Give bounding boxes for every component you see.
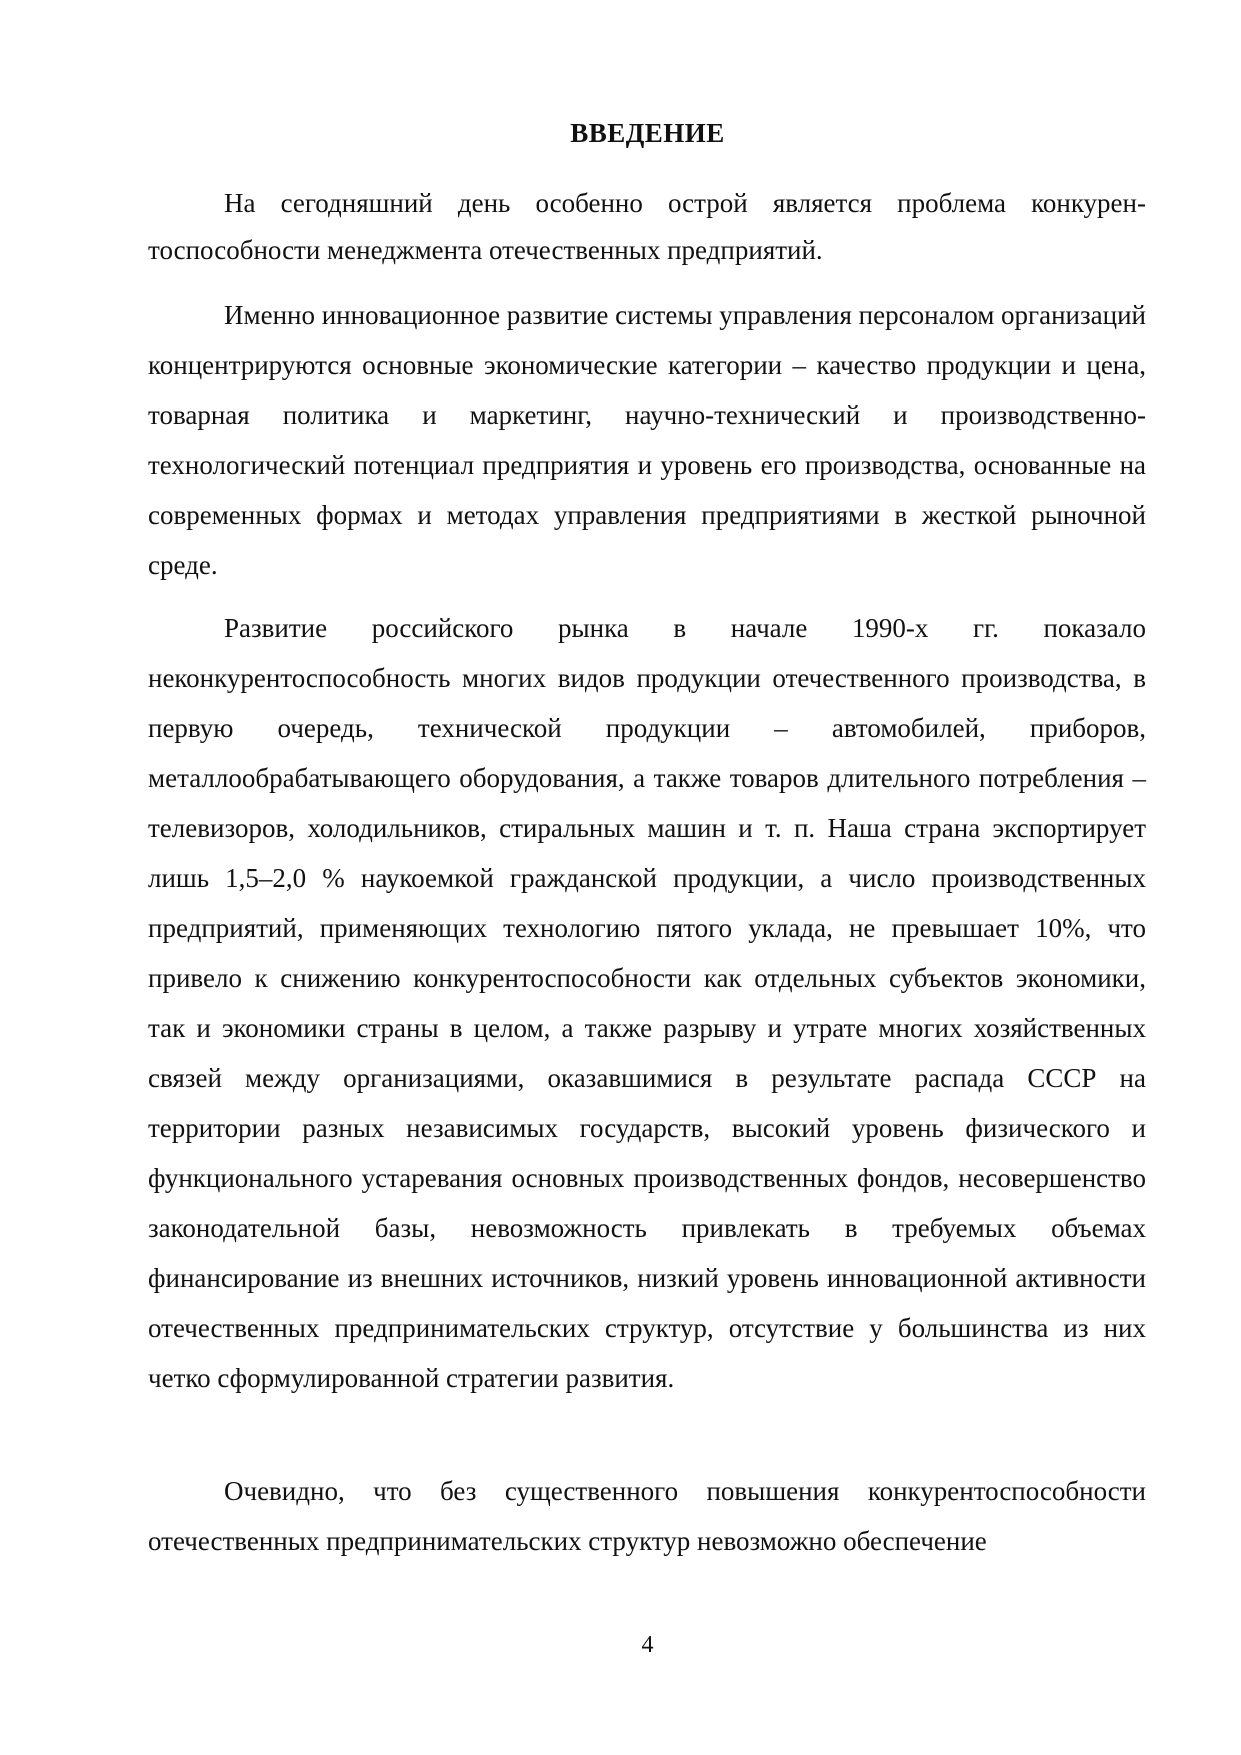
page-title: ВВЕДЕНИЕ xyxy=(570,118,725,148)
page-number: 4 xyxy=(641,1632,654,1658)
paragraph-2: Именно инновационное развитие системы управления персоналом организаций концентрируются основные экономические категории – качество продукции и цена, товарная политика и маркетинг, научно-технический и производственно-технологический потенциал предприятия и уровень его производства, основанные на современных формах и методах управления предприятиями в жесткой рыночной среде. xyxy=(148,300,1146,580)
paragraph-1: На сегодняшний день особенно острой является проблема конкурентоспособности менеджмента отечественных предприятий. xyxy=(148,188,1146,265)
paragraph-3: Развитие российского рынка в начале 1990-х гг. показало неконкурентоспособность многих видов продукции отечественного производства, в первую очередь, технической продукции – автомобилей, приборов, металлообрабатывающего оборудования, а также товаров длительного потребления – телевизоров, холодильников, стиральных машин и т. п. Наша страна экспортирует лишь 1,5–2,0 % наукоемкой гражданской продукции, а число производственных предприятий, применяющих технологию пятого уклада, не превышает 10%, что привело к снижению конкурентоспособности как отдельных субъектов экономики, так и экономики страны в целом, а также разрыву и утрате многих хозяйственных связей между организациями, оказавшимися в результате распада СССР на территории разных независимых государств, высокий уровень физического и функционального устаревания основных производственных фондов, несовершенство законодательной базы, невозможность привлекать в требуемых объемах финансирование из внешних источников, низкий уровень инновационной активности отечественных предпринимательских структур, отсутствие у большинства из них четко сформулированной стратегии развития. xyxy=(148,613,1146,1393)
paragraph-4: Очевидно, что без существенного повышения конкурентоспособности отечественных предпринимательских структур невозможно обеспечение xyxy=(148,1476,1146,1556)
